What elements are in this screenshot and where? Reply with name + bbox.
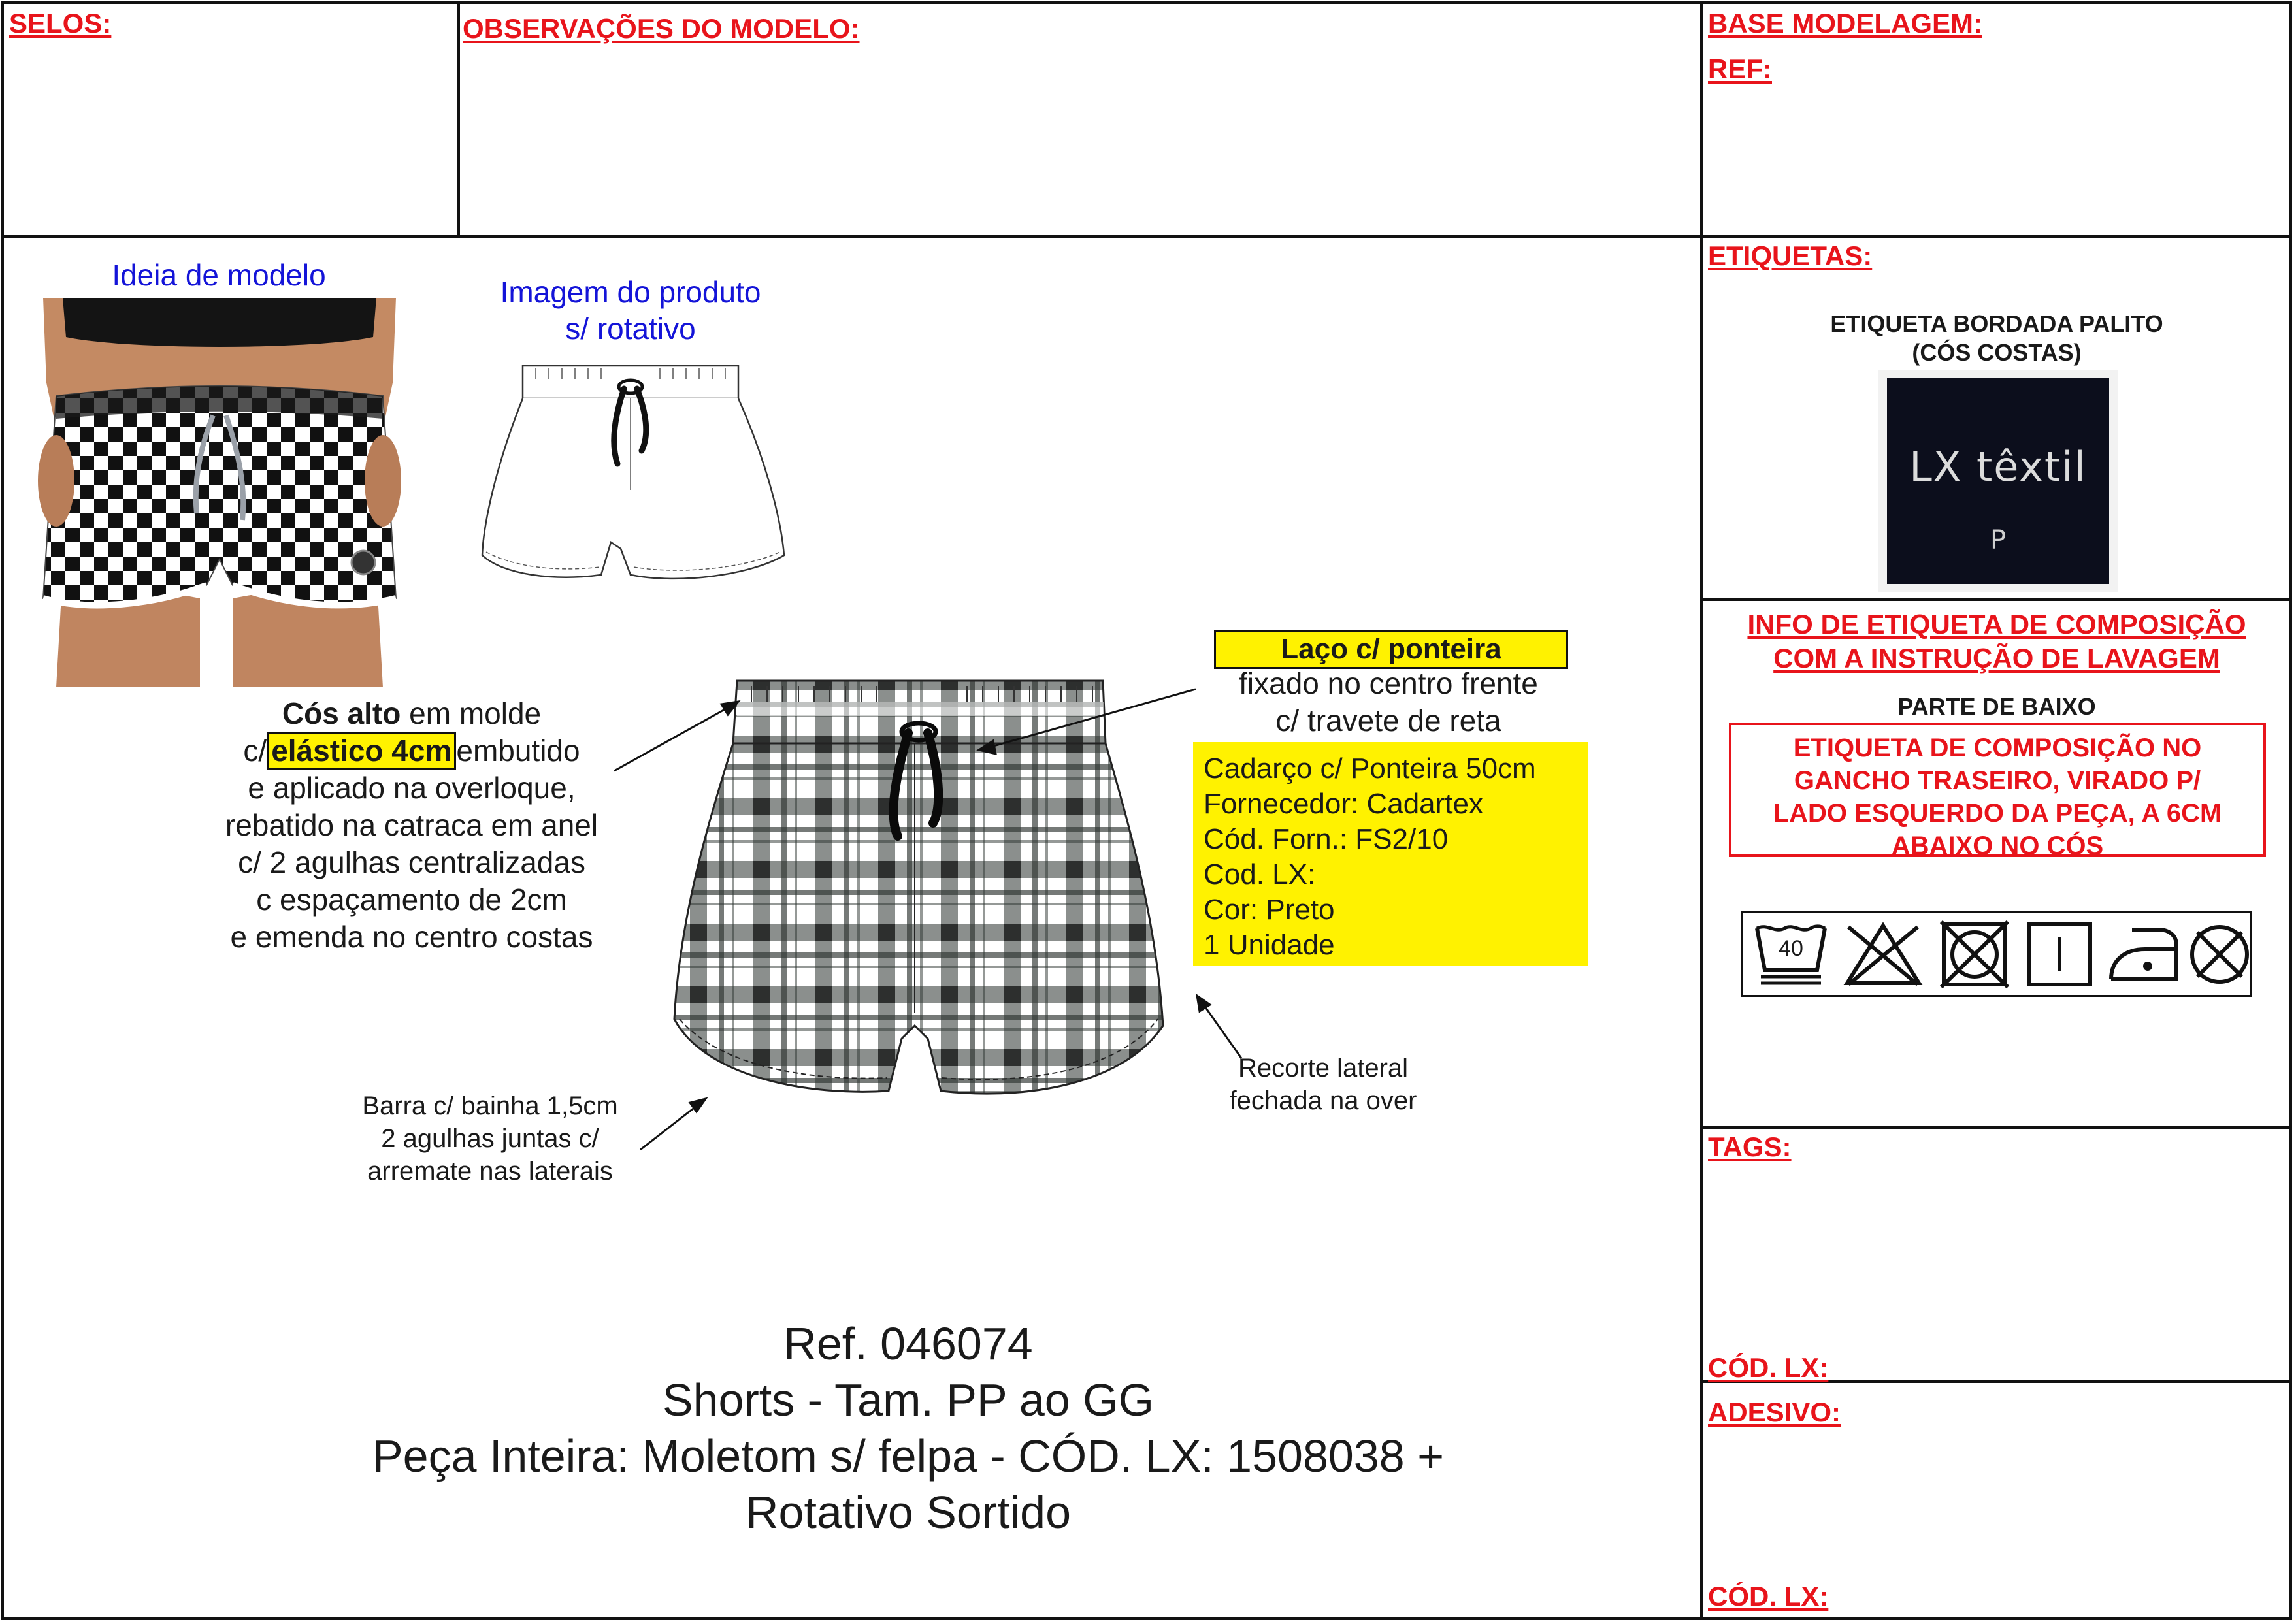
- elastico-line: [183, 732, 640, 770]
- care-symbols-strip: [1741, 911, 2252, 997]
- info-title-2: COM A INSTRUÇÃO DE LAVAGEM: [1773, 643, 2220, 674]
- recorte-note: [1196, 1052, 1451, 1117]
- product-image-title-1: Imagem do produto: [500, 275, 761, 309]
- tags-label: TAGS:: [1708, 1131, 1792, 1162]
- info-title-1: INFO DE ETIQUETA DE COMPOSIÇÃO: [1747, 609, 2246, 640]
- cos-line: e aplicado na overloque,: [248, 771, 576, 805]
- product-info-line: Ref. 046074: [783, 1318, 1033, 1369]
- iron-low-icon: [2106, 919, 2182, 990]
- observacoes-label: OBSERVAÇÕES DO MODELO:: [463, 13, 860, 44]
- recorte-line: fechada na over: [1229, 1086, 1417, 1115]
- laco-line: fixado no centro frente: [1239, 666, 1538, 700]
- cos-alto-bold: Cós alto: [282, 696, 401, 730]
- model-idea-title: Ideia de modelo: [112, 258, 326, 292]
- no-dry-clean-icon: [2187, 919, 2252, 990]
- etiqueta-caption-1: ETIQUETA BORDADA PALITO: [1830, 310, 2163, 337]
- cadarco-spec-box: [1193, 742, 1588, 966]
- label-logo-text: LX têxtil: [1909, 443, 2087, 491]
- label-size-text: P: [1990, 525, 2007, 555]
- cos-c-prefix: c/: [243, 734, 267, 768]
- laco-note: [1196, 665, 1581, 739]
- cos-line: c espaçamento de 2cm: [256, 883, 567, 917]
- cos-line: rebatido na catraca em anel: [225, 808, 599, 842]
- cadarco-line: Cor: Preto: [1204, 894, 1335, 926]
- composicao-line: LADO ESQUERDO DA PEÇA, A 6CM: [1773, 799, 2222, 828]
- cod-lx-label-1: CÓD. LX:: [1708, 1352, 1829, 1383]
- product-info-line: Peça Inteira: Moletom s/ felpa - CÓD. LX: 1508038 +: [372, 1431, 1444, 1482]
- product-info-line: Shorts - Tam. PP ao GG: [662, 1374, 1155, 1425]
- wash-temp: 40: [1779, 936, 1803, 961]
- cadarco-line: Cadarço c/ Ponteira 50cm: [1204, 753, 1536, 785]
- cos-line: e emenda no centro costas: [230, 920, 593, 954]
- product-info-line: Rotativo Sortido: [745, 1487, 1072, 1538]
- base-modelagem-label: BASE MODELAGEM:: [1708, 8, 1982, 39]
- cos-alto-line: [183, 695, 640, 732]
- composicao-box: [1729, 723, 2266, 860]
- parte-label: PARTE DE BAIXO: [1897, 693, 2096, 720]
- composicao-line: ETIQUETA DE COMPOSIÇÃO NO: [1793, 734, 2202, 762]
- laco-title: Laço c/ ponteira: [1214, 630, 1568, 669]
- cos-line: c/ 2 agulhas centralizadas: [238, 845, 585, 879]
- barra-line: Barra c/ bainha 1,5cm: [362, 1092, 618, 1120]
- cod-lx-label-2: CÓD. LX:: [1708, 1581, 1829, 1612]
- recorte-line: Recorte lateral: [1238, 1054, 1409, 1082]
- barra-note: [314, 1090, 666, 1188]
- selos-label: SELOS:: [9, 8, 112, 39]
- cadarco-line: Cod. LX:: [1204, 858, 1316, 890]
- barra-line: 2 agulhas juntas c/: [381, 1124, 599, 1153]
- cadarco-line: Cód. Forn.: FS2/10: [1204, 823, 1449, 855]
- composicao-line: GANCHO TRASEIRO, VIRADO P/: [1794, 766, 2201, 795]
- cadarco-line: Fornecedor: Cadartex: [1204, 788, 1483, 820]
- etiqueta-label-photo: [1878, 370, 2118, 592]
- cadarco-line: 1 Unidade: [1204, 929, 1335, 961]
- line-dry-icon: [2024, 919, 2095, 990]
- product-info: [235, 1316, 1581, 1540]
- no-tumble-dry-icon: [1939, 919, 2010, 990]
- etiquetas-label: ETIQUETAS:: [1708, 240, 1873, 271]
- no-bleach-icon: [1841, 919, 1926, 990]
- adesivo-label: ADESIVO:: [1708, 1397, 1841, 1427]
- elastico-highlight: elástico 4cm: [267, 732, 456, 770]
- etiqueta-caption-2: (CÓS COSTAS): [1912, 339, 2082, 366]
- embutido-text: embutido: [456, 734, 580, 768]
- cos-alto-rest: em molde: [401, 696, 542, 730]
- laco-line: c/ travete de reta: [1275, 704, 1501, 738]
- ref-label: REF:: [1708, 54, 1772, 84]
- barra-line: arremate nas laterais: [367, 1157, 613, 1186]
- product-image-title-2: s/ rotativo: [565, 312, 696, 346]
- composicao-line: ABAIXO NO CÓS: [1891, 832, 2104, 860]
- cos-alto-note: [183, 695, 640, 956]
